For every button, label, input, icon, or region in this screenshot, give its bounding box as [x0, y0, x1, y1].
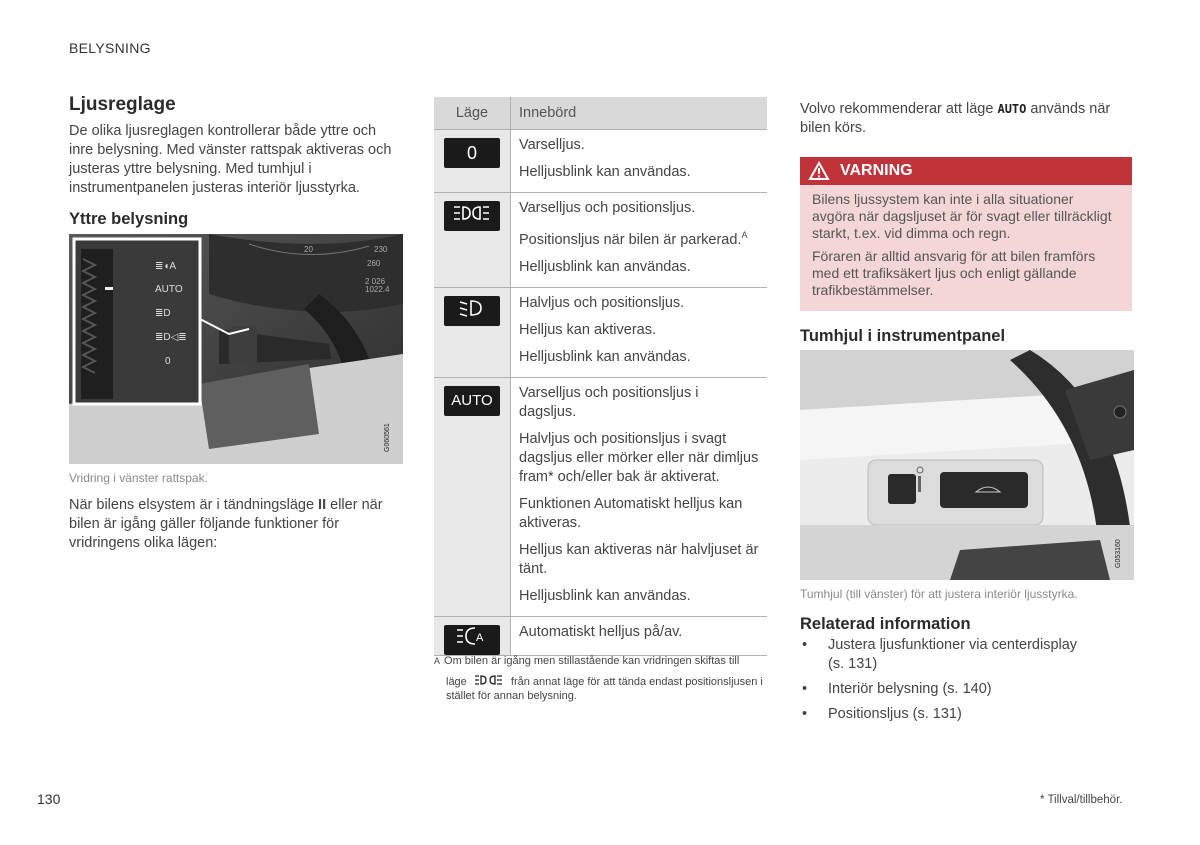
row-text: Helljus kan aktiveras. — [519, 321, 656, 338]
related-link-interior-lighting[interactable]: • Interiör belysning (s. 140) — [800, 680, 1140, 699]
related-info-heading: Relaterad information — [800, 615, 971, 633]
low-beam-icon — [444, 296, 500, 326]
warning-triangle-icon — [808, 161, 830, 181]
page-title: Ljusreglage — [69, 94, 176, 115]
warning-header — [800, 157, 1132, 185]
table-row — [434, 130, 767, 193]
gauge-number: 260 — [367, 259, 381, 268]
warning-label: VARNING — [840, 162, 913, 179]
row-text: Helljusblink kan användas. — [519, 348, 691, 365]
photo-code: G053160 — [1115, 539, 1122, 568]
row-text: Funktionen Automatiskt helljus kan aktiveras. — [519, 495, 743, 531]
footer-note: * Tillval/tillbehör. — [1040, 794, 1123, 806]
related-info-list — [800, 636, 1140, 730]
table-header-mode: Läge — [434, 97, 511, 130]
auto-inline-label: AUTO — [997, 102, 1027, 116]
table-row — [434, 287, 767, 377]
row-text: Helljusblink kan användas. — [519, 164, 691, 180]
dashboard-illustration — [800, 350, 1134, 580]
table-footnote: $^A$ Om bilen är igång men stillastående kan vridringen skiftas till läge från annat läge för att tända endast positionsljusen i stället för annan belysning. — [434, 655, 763, 702]
light-modes-table — [434, 97, 767, 656]
low-beam-symbol: ≣D — [155, 308, 171, 319]
related-link-position-lights[interactable]: • Positionsljus (s. 131) — [800, 705, 1140, 724]
page-number: 130 — [37, 791, 61, 807]
row-text: Halvljus och positionsljus i svagt dagsljus eller mörker eller när dimljus fram* och/eller bak är aktiverat. — [519, 430, 759, 485]
intro-text: De olika ljusreglagen kontrollerar både yttre och inre belysning. Med vänster rattspak aktiveras och justeras yttre belysning. Med tumhjul i instrumentpanelen justeras interiör ljusstyrka. — [69, 123, 392, 196]
gauge-number: 1022.4 — [365, 285, 390, 294]
light-switch-photo — [69, 234, 403, 464]
table-row — [434, 377, 767, 616]
warning-body — [800, 185, 1132, 311]
auto-high-beam-icon — [444, 625, 500, 655]
photo-caption: Vridring i vänster rattspak. — [69, 471, 208, 485]
steering-stalk-illustration — [69, 234, 403, 464]
warning-text-1: Bilens ljussystem kan inte i alla situationer avgöra när dagsljuset är för svagt eller tillräckligt starkt, t.ex. vid dimma och regn. — [812, 191, 1112, 241]
row-text: Helljusblink kan användas. — [519, 587, 691, 604]
table-row — [434, 193, 767, 288]
gauge-number: 20 — [304, 245, 313, 254]
photo-code: G060561 — [384, 423, 391, 452]
auto-icon: AUTO — [444, 386, 500, 416]
thumbwheel-heading: Tumhjul i instrumentpanel — [800, 327, 1006, 345]
auto-label: AUTO — [155, 284, 183, 295]
ignition-mode-bold: II — [318, 497, 327, 513]
table-row — [434, 616, 767, 655]
off-position-icon: 0 — [444, 138, 500, 168]
recommendation-text: Volvo rekommenderar att läge AUTO används när bilen körs. — [800, 101, 1111, 136]
row-text: Varselljus och positionsljus i dagsljus. — [519, 384, 699, 420]
gauge-number: 2 026 — [365, 277, 386, 286]
table-header-meaning: Innebörd — [511, 97, 768, 130]
exterior-lighting-heading: Yttre belysning — [69, 210, 189, 228]
position-lights-icon — [474, 674, 504, 686]
row-text: Varselljus. — [519, 137, 585, 153]
position-lights-symbol: ≣D◁≣ — [155, 332, 187, 343]
related-link-centerdisplay[interactable]: • Justera ljusfunktioner via centerdisplay (s. 131) — [800, 636, 1140, 674]
row-text: Helljusblink kan användas. — [519, 258, 691, 275]
gauge-number: 230 — [374, 245, 388, 254]
warning-text-2: Föraren är alltid ansvarig för att bilen framförs med ett trafiksäkert ljus och enligt gällande trafikbestämmelser. — [812, 248, 1096, 298]
row-text: Halvljus och positionsljus. — [519, 294, 685, 311]
off-label: 0 — [165, 356, 171, 367]
thumbwheel-caption: Tumhjul (till vänster) för att justera interiör ljusstyrka. — [800, 587, 1078, 601]
row-text: Positionsljus när bilen är parkerad.$^A$ — [519, 230, 748, 248]
row-text: Varselljus och positionsljus. — [519, 200, 696, 216]
row-text: Helljus kan aktiveras när halvljuset är tänt. — [519, 541, 759, 577]
section-label: BELYSNING — [69, 40, 151, 56]
auto-high-beam-symbol: ≣◖A — [155, 261, 177, 272]
thumbwheel-photo — [800, 350, 1134, 580]
position-lights-icon — [444, 201, 500, 231]
svg-text:A: A — [476, 631, 484, 644]
ignition-paragraph: När bilens elsystem är i tändningsläge II eller när bilen är igång gäller följande funktioner för vridringens olika lägen: — [69, 497, 383, 551]
row-text: Automatiskt helljus på/av. — [519, 623, 683, 640]
